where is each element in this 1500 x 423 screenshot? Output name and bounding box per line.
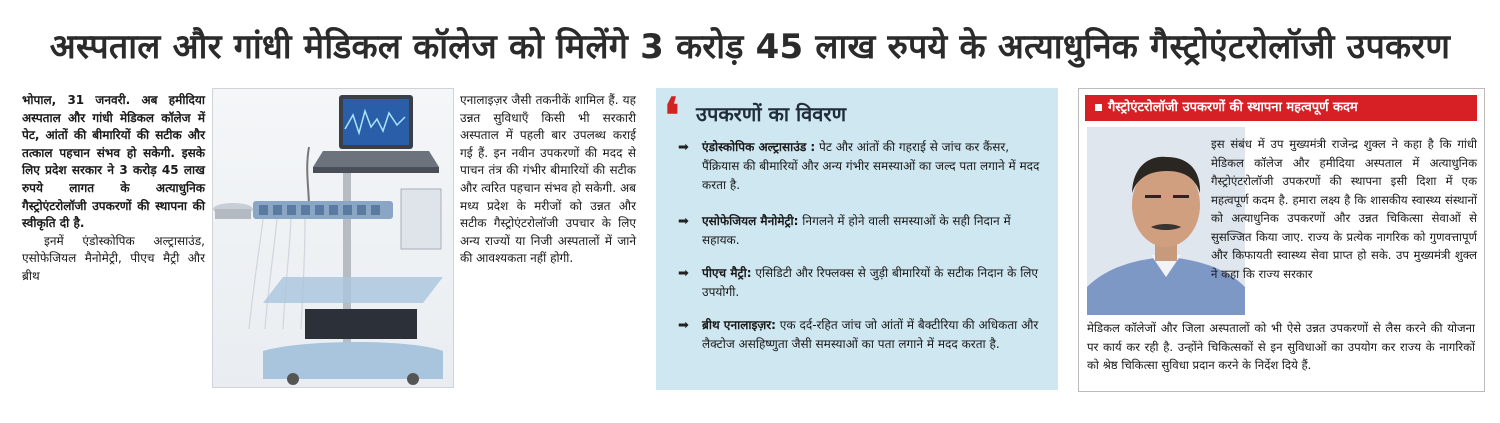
item-desc: पेट और आंतों की गहराई से जांच कर कैंसर, पैंक्रियास की बीमारियों और अन्य गंभीर समस्याओं का जल्द पता लगाने में मदद करता है. — [702, 140, 1040, 192]
endoscopy-cart-illustration — [213, 89, 453, 387]
statement-paragraph-continued: मेडिकल कॉलेजों और जिला अस्पतालों को भी ऐसे उन्नत उपकरणों से लैस करने की योजना पर कार्य कर रही है. उन्होंने चिकित्सकों से इन सुविधाओं का उपयोग कर राज्य के नागरिकों को श्रेष्ठ चिकित्सा सुविधा प्रदान करने के निर्देश दिये हैं. — [1087, 321, 1475, 372]
statement-text-top — [1211, 135, 1477, 283]
article-column-2 — [460, 92, 636, 268]
arrow-right-icon: ➡ — [678, 318, 689, 333]
statement-paragraph: इस संबंध में उप मुख्यमंत्री राजेन्द्र शुक्ल ने कहा है कि गांधी मेडिकल कॉलेज और हमीदिया अस्पताल में अत्याधुनिक गैस्ट्रोएंटरोलॉजी उपकरणों की स्थापना इसी दिशा में एक महत्वपूर्ण कदम है. हमारा लक्ष्य है कि शासकीय स्वास्थ्य संस्थानों को अत्याधुनिक उपकरणों और उन्नत चिकित्सा सेवाओं से सुसज्जित किया जाए. राज्य के प्रत्येक नागरिक को गुणवत्तापूर्ण और किफायती स्वास्थ्य सेवा प्राप्त हो सके. उप मुख्यमंत्री शुक्ल ने कहा कि राज्य सरकार — [1211, 137, 1477, 281]
item-term: एसोफेजियल मैनोमेट्री: — [702, 214, 799, 228]
arrow-right-icon: ➡ — [678, 140, 689, 155]
item-desc: एक दर्द-रहित जांच जो आंतों में बैक्टीरिया की अधिकता और लैक्टोज असहिष्णुता जैसी समस्याओं का पता लगाने में मदद करता है. — [702, 318, 1039, 351]
item-desc: निगलने में होने वाली समस्याओं के सही निदान में सहायक. — [702, 214, 1011, 247]
item-term: एंडोस्कोपिक अल्ट्रासाउंड : — [702, 140, 816, 154]
article-column-1 — [22, 92, 205, 286]
body-paragraph-continued: एनालाइज़र जैसी तकनीकें शामिल हैं. यह उन्नत सुविधाएँ किसी भी सरकारी अस्पताल में पहली बार उपलब्ध कराई गई हैं. इन नवीन उपकरणों की मदद से पाचन तंत्र की गंभीर बीमारियों की सटीक और त्वरित पहचान संभव हो सकेगी. अब मध्य प्रदेश के मरीजों को उन्नत और सटीक गैस्ट्रोएंटरोलॉजी उपचार के लिए अन्य राज्यों या निजी अस्पतालों में जाने की आवश्यकता नहीं होगी. — [460, 93, 636, 266]
equipment-item — [678, 316, 1048, 354]
equipment-item — [678, 264, 1048, 302]
equipment-details-box — [656, 88, 1058, 390]
arrow-right-icon: ➡ — [678, 266, 689, 281]
arrow-right-icon: ➡ — [678, 214, 689, 229]
equipment-photo — [212, 88, 454, 388]
statement-panel — [1078, 88, 1485, 392]
section-header-bar — [1085, 95, 1477, 121]
equipment-item — [678, 138, 1048, 195]
equipment-item — [678, 212, 1048, 250]
item-term: पीएच मैट्री: — [702, 266, 752, 280]
lead-paragraph: भोपाल, 31 जनवरी. अब हमीदिया अस्पताल और गांधी मेडिकल कॉलेज में पेट, आंतों की बीमारियों की सटीक और तत्काल पहचान संभव हो सकेगी. इसके लिए प्रदेश सरकार ने 3 करोड़ 45 लाख रुपये लागत के अत्याधुनिक गैस्ट्रोएंटरोलॉजी उपकरणों की स्थापना की स्वीकृति दी है. — [22, 93, 205, 231]
box-title: उपकरणों का विवरण — [696, 102, 847, 126]
section-header-title: गैस्ट्रोएंटरोलॉजी उपकरणों की स्थापना महत्वपूर्ण कदम — [1108, 100, 1358, 115]
square-bullet-icon — [1095, 104, 1102, 111]
statement-text-bottom — [1087, 319, 1475, 375]
body-paragraph: इनमें एंडोस्कोपिक अल्ट्रासाउंड, एसोफेजियल मैनोमेट्री, पीएच मैट्री और ब्रीथ — [22, 233, 205, 283]
headline: अस्पताल और गांधी मेडिकल कॉलेज को मिलेंगे 3 करोड़ 45 लाख रुपये के अत्याधुनिक गैस्ट्रोएंटरोलॉजी उपकरण — [49, 27, 1451, 67]
item-desc: एसिडिटी और रिफ्लक्स से जुड़ी बीमारियों के सटीक निदान के लिए उपयोगी. — [702, 266, 1039, 299]
item-term: ब्रीथ एनालाइज़र: — [702, 318, 776, 332]
quote-mark-icon: ❛ — [664, 88, 680, 144]
